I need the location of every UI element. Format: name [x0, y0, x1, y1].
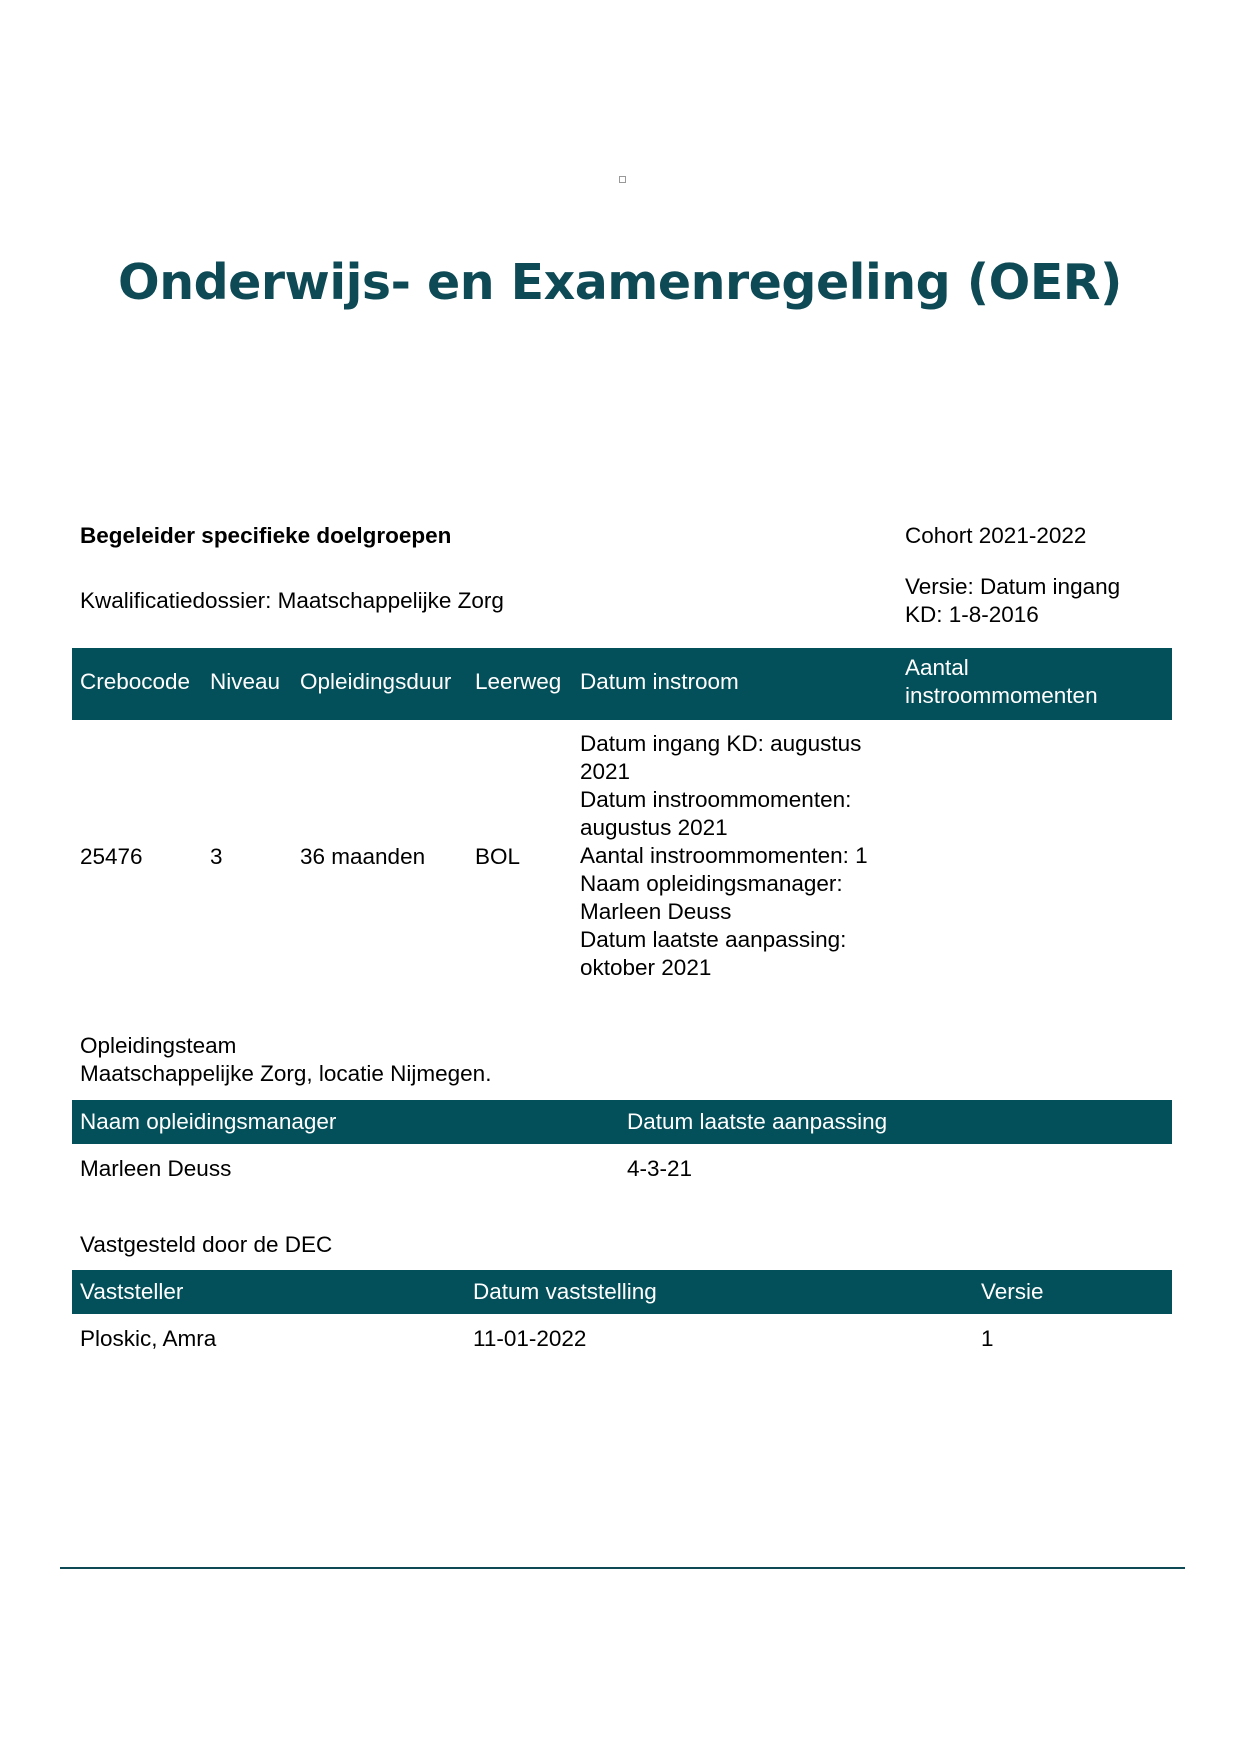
versie-label-line2: KD: 1-8-2016 [905, 602, 1039, 627]
instroom-line: Marleen Deuss [580, 899, 732, 924]
instroom-line: augustus 2021 [580, 815, 728, 840]
cell-manager-naam: Marleen Deuss [80, 1156, 232, 1181]
cell-crebocode: 25476 [80, 844, 143, 869]
instroom-line: Datum laatste aanpassing: [580, 927, 847, 952]
header-datum-laatste-aanpassing: Datum laatste aanpassing [627, 1109, 888, 1134]
manager-table-header [72, 1100, 1172, 1144]
footer-divider [60, 1567, 1185, 1569]
header-leerweg: Leerweg [475, 669, 562, 694]
header-aantal-line1: Aantal [905, 655, 969, 680]
instroom-line: 2021 [580, 759, 631, 784]
header-vaststeller: Vaststeller [80, 1279, 184, 1304]
team-line2: Maatschappelijke Zorg, locatie Nijmegen. [80, 1061, 492, 1086]
opleiding-name: Begeleider specifieke doelgroepen [80, 523, 452, 548]
dec-label: Vastgesteld door de DEC [80, 1232, 333, 1257]
header-niveau: Niveau [210, 669, 281, 694]
kwalificatiedossier-label: Kwalificatiedossier: Maatschappelijke Zorg [80, 588, 504, 613]
instroom-line: Datum ingang KD: augustus [580, 731, 862, 756]
dec-table-header [72, 1270, 1172, 1314]
document-title: Onderwijs- en Examenregeling (OER) [118, 254, 1122, 311]
header-naam-opleidingsmanager: Naam opleidingsmanager [80, 1109, 337, 1134]
header-datum-vaststelling: Datum vaststelling [473, 1279, 657, 1304]
cell-versie: 1 [981, 1326, 994, 1351]
cell-opleidingsduur: 36 maanden [300, 844, 426, 869]
cohort-label: Cohort 2021-2022 [905, 523, 1087, 548]
cell-datum-vaststelling: 11-01-2022 [473, 1326, 587, 1351]
instroom-line: Datum instroommomenten: [580, 787, 852, 812]
info-table-header [72, 648, 1172, 720]
header-crebocode: Crebocode [80, 669, 191, 694]
header-aantal-line2: instroommomenten [905, 683, 1098, 708]
cell-datum-instroom [580, 730, 868, 982]
cell-manager-datum: 4-3-21 [627, 1156, 693, 1181]
cell-leerweg: BOL [475, 844, 521, 869]
instroom-line: Naam opleidingsmanager: [580, 871, 843, 896]
cell-niveau: 3 [210, 844, 223, 869]
cell-vaststeller: Ploskic, Amra [80, 1326, 217, 1351]
header-opleidingsduur: Opleidingsduur [300, 669, 452, 694]
instroom-line: Aantal instroommomenten: 1 [580, 843, 868, 868]
header-versie: Versie [981, 1279, 1044, 1304]
versie-label-line1: Versie: Datum ingang [905, 574, 1121, 599]
instroom-line: oktober 2021 [580, 955, 712, 980]
team-line1: Opleidingsteam [80, 1033, 237, 1058]
image-placeholder-icon [619, 176, 626, 183]
header-datum-instroom: Datum instroom [580, 669, 739, 694]
